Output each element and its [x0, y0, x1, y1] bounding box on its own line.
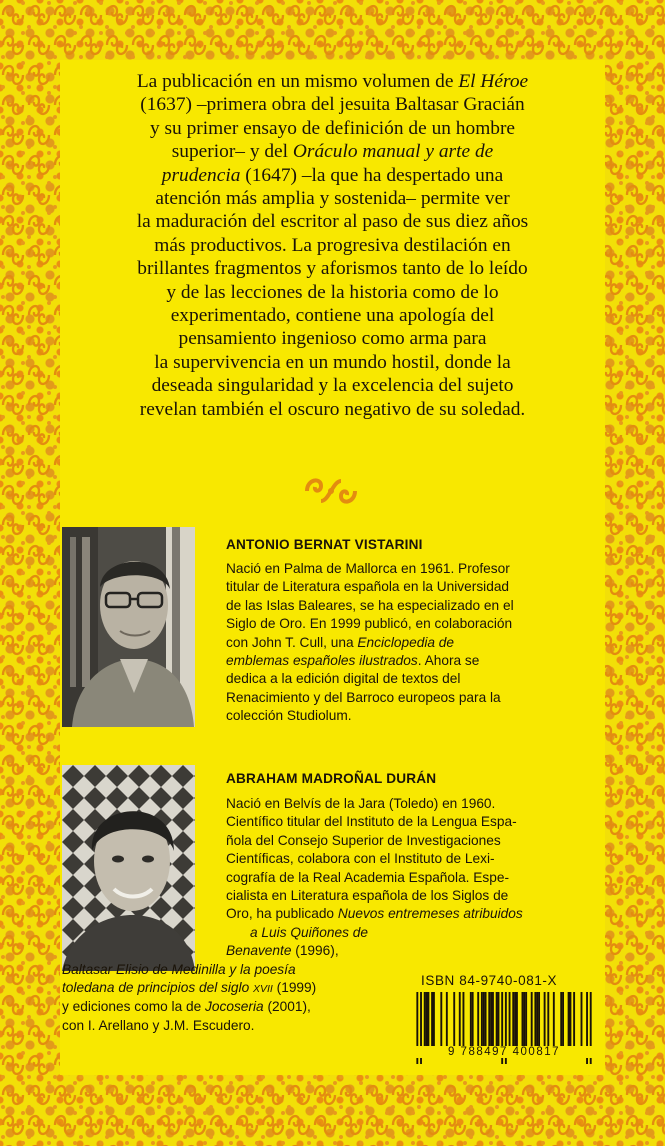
barcode-bar	[568, 992, 570, 1054]
title-jocoseria: Jocoseria	[205, 999, 264, 1015]
barcode-bar	[446, 992, 448, 1054]
text-panel	[60, 60, 605, 1075]
title-emblemas: emblemas españoles ilustrados	[226, 653, 418, 669]
barcode-bar	[534, 992, 536, 1054]
title-luis-quinones: a Luis Quiñones de	[250, 924, 368, 940]
author-name-madronal: ABRAHAM MADROÑAL DURÁN	[226, 771, 437, 786]
isbn-label: ISBN 84-9740-081-X	[421, 973, 558, 988]
title-el-heroe: El Héroe	[458, 71, 529, 92]
barcode-bar	[509, 992, 511, 1054]
barcode-bar	[427, 992, 429, 1054]
barcode-bar	[514, 992, 516, 1054]
barcode-bar	[522, 992, 524, 1054]
blurb-line: (1637) –primera obra del jesuita Baltasar Gracián	[140, 94, 525, 116]
blurb-line: más productivos. La progresiva destilación en	[154, 234, 511, 256]
title-baltasar-elisio: Baltasar Elisio de Medinilla y la poesía	[62, 961, 296, 977]
barcode-bar	[525, 992, 527, 1054]
barcode-bar	[547, 992, 549, 1054]
arabesque-ornament-icon	[303, 471, 359, 511]
barcode-bar	[463, 992, 465, 1054]
barcode-bar	[477, 992, 479, 1054]
barcode-bar	[531, 992, 533, 1054]
blurb-line: prudencia (1647) –la que ha despertado una	[161, 164, 504, 186]
barcode-bar	[498, 992, 500, 1054]
barcode-bar	[492, 992, 494, 1054]
barcode-bar	[573, 992, 575, 1054]
title-prudencia: prudencia	[161, 164, 241, 186]
barcode-bar	[516, 992, 518, 1054]
title-nuevos-entremeses: Nuevos entremeses atribuidos	[337, 906, 523, 922]
barcode-bar	[440, 992, 442, 1054]
blurb-line: superior– y del Oráculo manual y arte de	[171, 141, 494, 163]
barcode-bar	[523, 992, 525, 1054]
barcode-bar	[485, 992, 487, 1054]
blurb-line: La publicación en un mismo volumen de El Héroe	[136, 71, 529, 92]
barcode-bar	[472, 992, 474, 1054]
blurb-line: revelan también el oscuro negativo de su soledad.	[139, 398, 526, 420]
blurb-line: atención más amplia y sostenida– permite ver	[155, 188, 510, 210]
author-name-bernat: ANTONIO BERNAT VISTARINI	[226, 537, 423, 552]
barcode-bar	[488, 992, 490, 1054]
barcode-bar	[544, 992, 546, 1054]
barcode-bar	[426, 992, 428, 1054]
blurb-line: brillantes fragmentos y aforismos tanto de lo leído	[137, 258, 528, 280]
barcode-bar	[453, 992, 455, 1054]
author-photo-bernat	[62, 527, 195, 727]
barcode-bar	[481, 992, 483, 1054]
barcode-bar	[490, 992, 492, 1054]
title-benavente: Benavente	[226, 943, 292, 959]
author-bio-madronal: Nació en Belvís de la Jara (Toledo) en 1960. Científico titular del Instituto de la Lengua Espa- ñola del Consejo Superior de Investigaciones Científicas, colabora con el Instituto de Lexi- cografía de la Real Academia Española. Espe- cialista en Literatura española de los Siglos de Oro, ha publicado Nuevos entremeses atribuidos a Luis Quiñones de Benavente (1996), Baltasar Elisio de Medinilla y la poesía toledana de principios del siglo XVII (1999) y ediciones como la de Jocoseria (2001), con I. Arellano y J.M. Escudero.	[62, 796, 523, 1033]
blurb-line: experimentado, contiene una apología del	[170, 305, 495, 327]
barcode-bar	[470, 992, 472, 1054]
blurb-line: la maduración del escritor al paso de sus diez años	[136, 211, 529, 233]
barcode-bar	[536, 992, 538, 1054]
barcode-digits: 9 788497 400817	[409, 1046, 599, 1058]
barcode-bar	[569, 992, 571, 1054]
title-toledana: toledana de principios del siglo	[62, 980, 253, 996]
barcode-bar	[496, 992, 498, 1054]
barcode-bar	[538, 992, 540, 1054]
barcode-bar	[512, 992, 514, 1054]
blurb-line: deseada singularidad y la excelencia del sujeto	[151, 375, 514, 397]
barcode-bar	[433, 992, 435, 1054]
barcode-bar	[483, 992, 485, 1054]
barcode-bar	[459, 992, 461, 1054]
author-bio-bernat: Nació en Palma de Mallorca en 1961. Profesor titular de Literatura española en la Universidad de las Islas Baleares, se ha especializado en el Siglo de Oro. En 1999 publicó, en colaboración con John T. Cull, una Enciclopedia de emblemas españoles ilustrados. Ahora se dedica a la edición digital de textos del Renacimiento y del Barroco europeos para la colección Studiolum.	[226, 561, 514, 724]
blurb-paragraph	[66, 70, 599, 421]
blurb-line: y su primer ensayo de definición de un hombre	[149, 117, 516, 139]
barcode-bar	[424, 992, 426, 1054]
title-enciclopedia: Enciclopedia de	[357, 634, 455, 650]
barcode-bar	[553, 992, 555, 1054]
barcode-bar	[562, 992, 564, 1054]
blurb-line: la supervivencia en un mundo hostil, donde la	[154, 351, 511, 373]
blurb-line: pensamiento ingenioso como arma para	[178, 328, 487, 350]
barcode-bar	[431, 992, 433, 1054]
barcode-bar	[581, 992, 583, 1054]
title-oraculo-manual: Oráculo manual y arte de	[292, 141, 494, 163]
blurb-line: y de las lecciones de la historia como de lo	[166, 281, 499, 303]
barcode-bar	[560, 992, 562, 1054]
